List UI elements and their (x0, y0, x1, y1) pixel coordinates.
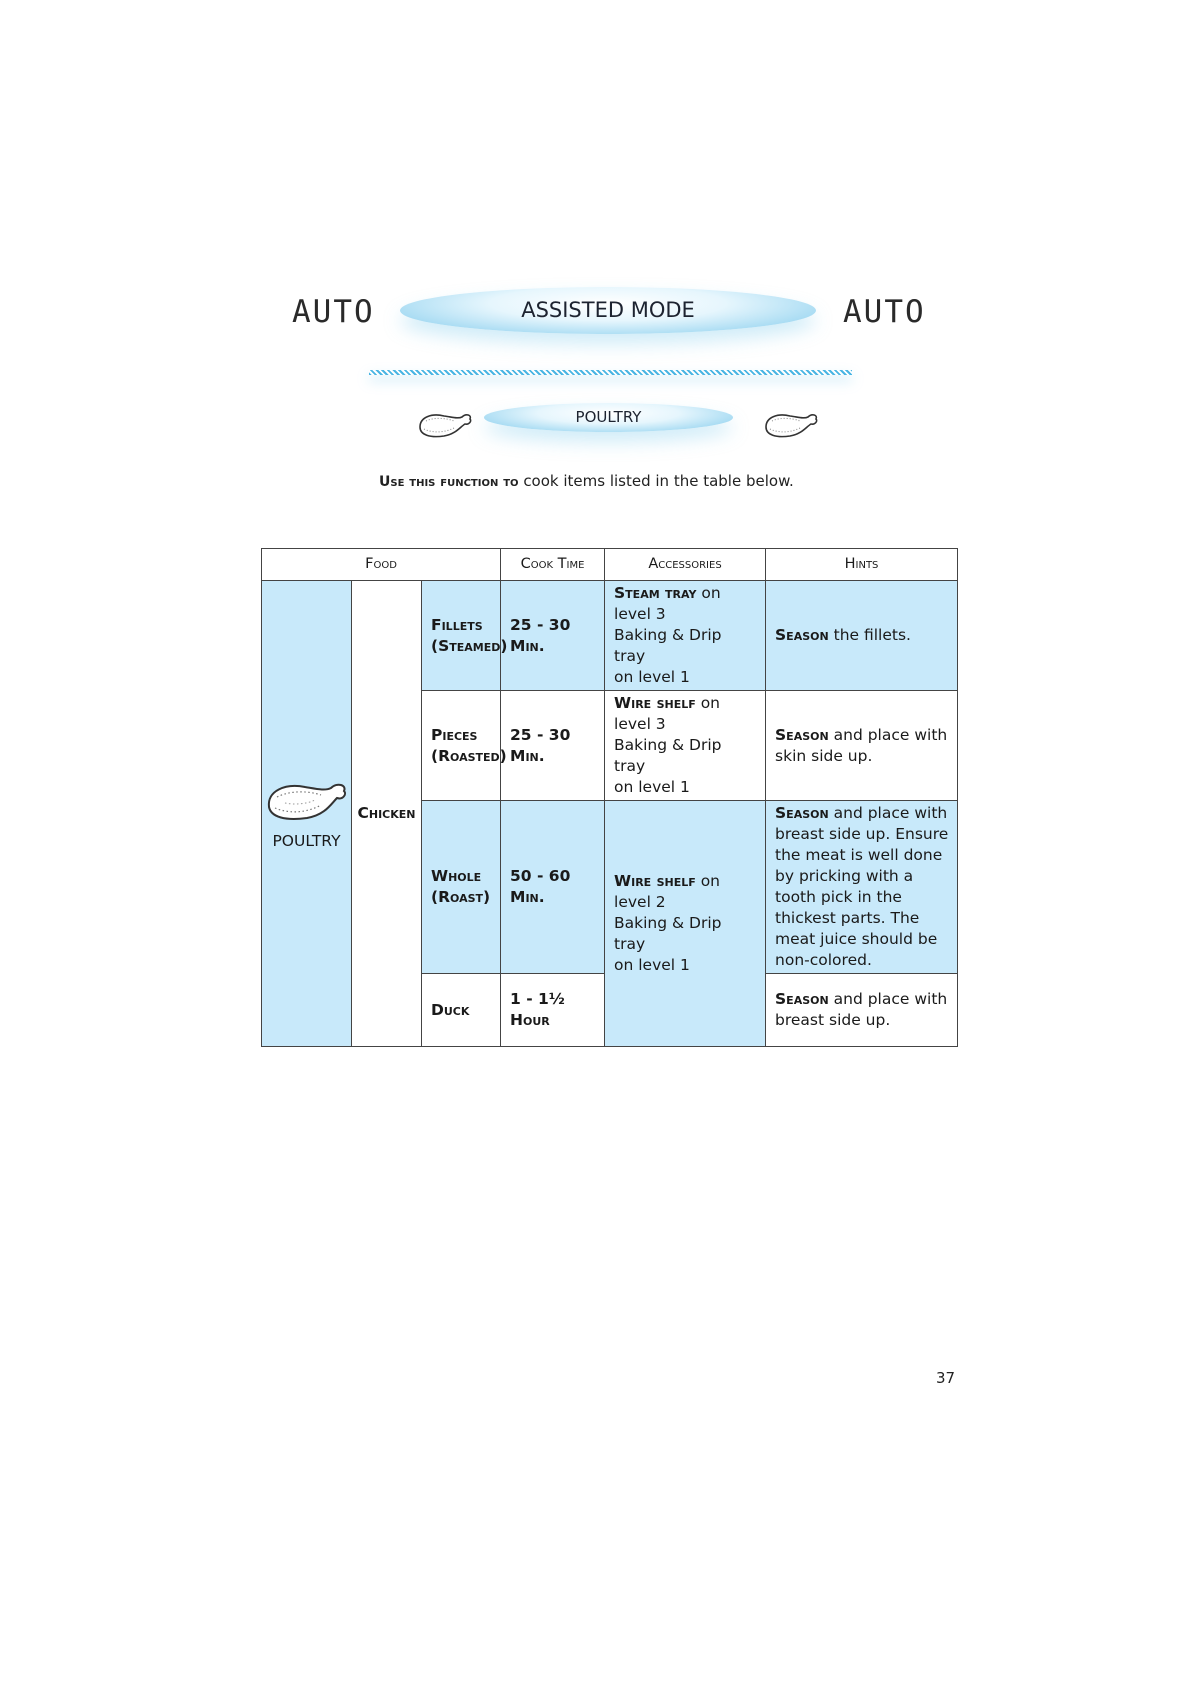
accessory-tray-level: on level 1 (614, 668, 690, 686)
header-cook-time: Cook Time (501, 549, 605, 581)
cooking-table (261, 548, 957, 1047)
item-name: Pieces (431, 725, 478, 744)
item-cell (422, 581, 508, 691)
time-cell: 25 - 30 Min. (501, 581, 605, 691)
accessory-level: on level 2 (614, 872, 721, 911)
accessory-name: Wire shelf (614, 872, 696, 890)
intro-lead: Use this function to (379, 474, 519, 490)
item-cell (422, 974, 501, 1047)
accessory-name: Wire shelf (614, 694, 696, 712)
time-cell: 25 - 30 Min. (501, 691, 605, 801)
hint-cell (766, 691, 958, 801)
chicken-icon (414, 407, 474, 443)
category-cell (262, 581, 352, 1047)
hint-cell (766, 581, 958, 691)
table-header-row (262, 549, 958, 581)
item-method: (Roasted) (431, 746, 507, 765)
header-accessories: Accessories (605, 549, 766, 581)
mode-title: ASSISTED MODE (521, 298, 695, 322)
hint-keyword: Season (775, 990, 829, 1008)
hint-text: and place with breast side up. (775, 990, 948, 1029)
item-name: Duck (431, 1000, 470, 1019)
hint-text: and place with skin side up. (775, 725, 948, 765)
time-cell: 50 - 60 Min. (501, 801, 605, 974)
accessories-cell (605, 581, 766, 691)
page-number: 37 (936, 1369, 956, 1387)
item-name: Whole (431, 867, 482, 885)
accessories-cell (605, 691, 766, 801)
chicken-icon (265, 775, 349, 827)
accessory-tray: Baking & Drip tray (614, 914, 722, 953)
category-label: POULTRY (272, 832, 341, 850)
hint-keyword: Season (775, 804, 829, 822)
item-name: Fillets (431, 615, 483, 634)
auto-label-left: AUTO (292, 294, 375, 330)
category-title: POULTRY (575, 408, 642, 426)
intro-text (379, 472, 794, 490)
header-hints: Hints (766, 549, 958, 581)
mode-title-banner (400, 287, 816, 334)
hint-cell (766, 801, 958, 974)
category-banner (484, 403, 733, 432)
hint-keyword: Season (775, 725, 829, 744)
hatched-divider (369, 370, 852, 375)
accessory-tray-level: on level 1 (614, 956, 690, 974)
accessory-tray: Baking & Drip tray (614, 736, 722, 775)
item-method: (Roast) (431, 888, 491, 906)
item-method: (Steamed) (431, 636, 508, 655)
hint-text: the fillets. (833, 626, 911, 644)
item-cell (422, 801, 501, 974)
table-row (262, 581, 958, 691)
accessories-cell (605, 801, 766, 1047)
chicken-icon (760, 407, 820, 443)
hint-cell (766, 974, 958, 1047)
accessory-level: on level 3 (614, 584, 721, 623)
header-food: Food (262, 549, 501, 581)
intro-body: cook items listed in the table below. (523, 472, 794, 490)
accessory-tray-level: on level 1 (614, 778, 690, 796)
hint-keyword: Season (775, 626, 829, 644)
item-cell (422, 691, 507, 801)
accessory-tray: Baking & Drip tray (614, 626, 722, 665)
auto-label-right: AUTO (843, 294, 926, 330)
time-cell: 1 - 1½ Hour (501, 974, 605, 1047)
accessory-level: on level 3 (614, 694, 721, 733)
subcategory-cell: Chicken (352, 581, 422, 1047)
hint-text: and place with breast side up. Ensure the meat is well done by pricking with a tooth pick in the thickest parts. The meat juice should be non-colored. (775, 804, 949, 969)
accessory-name: Steam tray (614, 584, 697, 602)
